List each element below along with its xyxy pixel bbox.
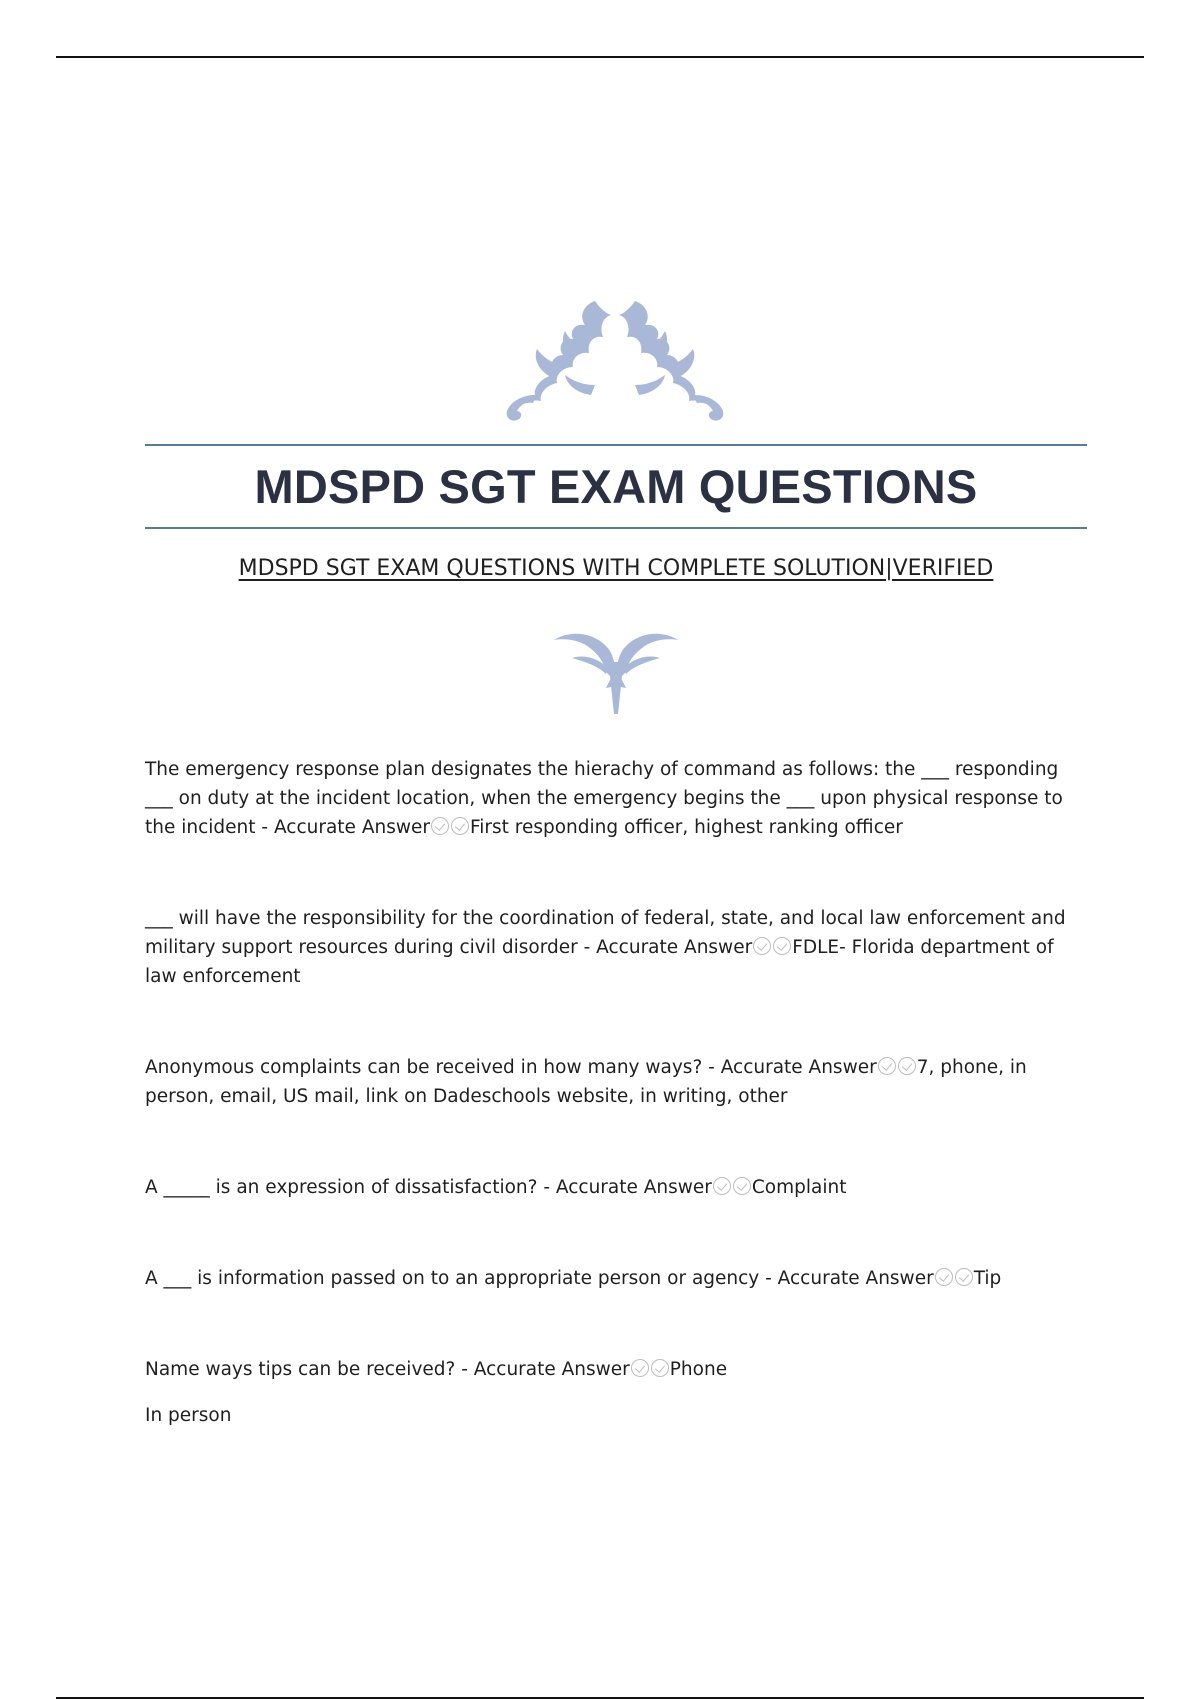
answer-text: FDLE- Florida department of law enforcement	[145, 937, 1054, 987]
check-circle-icon	[451, 817, 469, 835]
check-circle-icon	[935, 1268, 953, 1286]
check-circle-icon	[753, 937, 771, 955]
qa-list	[145, 755, 1085, 1430]
question-text: A _____ is an expression of dissatisfaction? - Accurate Answer	[145, 1177, 712, 1198]
qa-item-2	[145, 904, 1085, 991]
fleuron-icon	[552, 628, 680, 714]
check-circle-icon	[878, 1057, 896, 1075]
page-bottom-rule	[56, 1697, 1144, 1699]
qa-item-4	[145, 1173, 1085, 1202]
check-circle-icon	[651, 1359, 669, 1377]
check-circle-icon	[431, 817, 449, 835]
title-bottom-line	[145, 527, 1087, 529]
document-subtitle: MDSPD SGT EXAM QUESTIONS WITH COMPLETE SOLUTION|VERIFIED	[238, 556, 994, 581]
qa-item-3	[145, 1053, 1085, 1111]
qa-item-1	[145, 755, 1085, 842]
question-text: ___ will have the responsibility for the coordination of federal, state, and local law enforcement and military support resources during civil disorder - Accurate Answer	[145, 908, 1066, 958]
question-text: Name ways tips can be received? - Accurate Answer	[145, 1359, 630, 1380]
check-circle-icon	[733, 1177, 751, 1195]
answer-text: Complaint	[751, 1177, 847, 1198]
check-circle-icon	[631, 1359, 649, 1377]
document-title: MDSPD SGT EXAM QUESTIONS	[254, 460, 978, 513]
answer-text: Phone	[669, 1359, 728, 1380]
question-text: Anonymous complaints can be received in how many ways? - Accurate Answer	[145, 1057, 877, 1078]
answer-text: Tip	[973, 1268, 1002, 1289]
check-circle-icon	[713, 1177, 731, 1195]
title-top-line	[145, 444, 1087, 446]
check-circle-icon	[955, 1268, 973, 1286]
question-text: A ___ is information passed on to an appropriate person or agency - Accurate Answer	[145, 1268, 934, 1289]
check-circle-icon	[898, 1057, 916, 1075]
answer-continuation-line: In person	[145, 1405, 232, 1426]
question-text: The emergency response plan designates the hierachy of command as follows: the ___ responding ___ on duty at the incident location, when the emergency begins the ___ upon physical response to the incident - Accurate Answer	[145, 759, 1063, 838]
floral-flourish-icon	[495, 295, 735, 425]
answer-text: First responding officer, highest ranking officer	[469, 817, 903, 838]
qa-item-6	[145, 1355, 1085, 1384]
page-top-rule	[56, 56, 1144, 58]
check-circle-icon	[773, 937, 791, 955]
answer-text: 7, phone, in person, email, US mail, link on Dadeschools website, in writing, other	[145, 1057, 1027, 1107]
qa-item-5	[145, 1264, 1085, 1293]
